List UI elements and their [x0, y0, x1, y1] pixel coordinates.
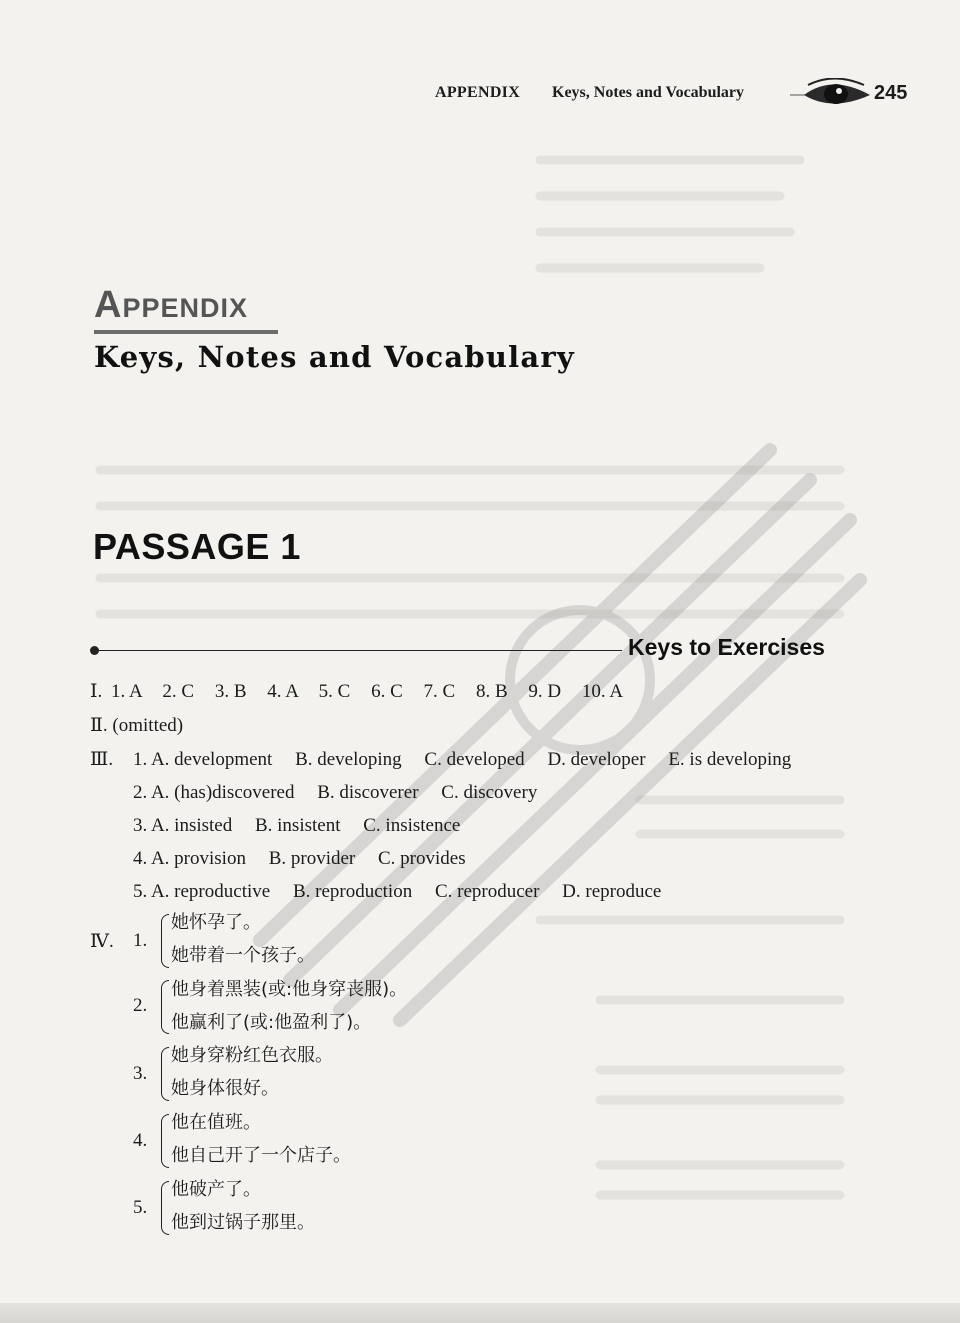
translation-line: 她身穿粉红色衣服。 [171, 1045, 333, 1066]
brace [161, 1047, 169, 1101]
passage-title: PASSAGE 1 [93, 526, 301, 567]
answer: 10. A [581, 681, 624, 702]
translation-line: 他破产了。 [171, 1179, 261, 1200]
answer-option: 5. A. reproductive [133, 881, 271, 902]
answer-option: D. developer [547, 749, 646, 770]
exercise-3-row [133, 880, 661, 904]
answer: 9. D [528, 681, 562, 702]
answer-option: 1. A. development [133, 749, 273, 770]
appendix-subtitle: Keys, Notes and Vocabulary [94, 340, 575, 374]
answer-option: B. developing [295, 749, 402, 770]
watermark-stamp [250, 420, 870, 1040]
answer-option: D. reproduce [562, 881, 662, 902]
answer-option: B. insistent [254, 815, 341, 836]
exercise-4-item-number: 1. [133, 930, 148, 951]
answer-option: B. discoverer [317, 782, 419, 803]
exercise-4-item-number: 4. [133, 1130, 148, 1151]
answer-option: C. reproducer [434, 881, 540, 902]
answer: 5. C [318, 681, 351, 702]
translation-line: 她身体很好。 [171, 1078, 279, 1099]
answer-option: 4. A. provision [133, 848, 246, 869]
answer-option: B. reproduction [292, 881, 413, 902]
translation-line: 她怀孕了。 [171, 912, 261, 933]
translation-line: 她带着一个孩子。 [171, 945, 315, 966]
eye-icon [790, 78, 872, 112]
page-bottom-edge [0, 1303, 960, 1323]
translation-line: 他到过锅子那里。 [171, 1212, 315, 1233]
exercise-3-row [133, 847, 466, 871]
page-number: 245 [874, 82, 908, 104]
answer-option: C. insistence [363, 815, 461, 836]
keys-heading: Keys to Exercises [628, 634, 825, 660]
exercise-1-line [90, 680, 623, 704]
answer: 7. C [423, 681, 456, 702]
brace [161, 914, 169, 968]
brace [161, 1181, 169, 1235]
answer-option: C. developed [424, 749, 525, 770]
answer-option: C. discovery [441, 782, 538, 803]
brace [161, 980, 169, 1034]
translation-line: 他身着黑装(或:他身穿丧服)。 [171, 979, 408, 1000]
exercise-4-numeral: Ⅳ. [90, 931, 114, 952]
translation-line: 他自己开了一个店子。 [171, 1145, 351, 1166]
keys-rule [96, 650, 622, 651]
exercise-1-numeral: Ⅰ. [90, 681, 103, 702]
translation-line: 他在值班。 [171, 1112, 261, 1133]
running-header-section: APPENDIX [435, 84, 521, 101]
answer: 8. B [475, 681, 508, 702]
exercise-3-row [133, 748, 791, 772]
exercise-2-text: (omitted) [112, 715, 184, 736]
brace [161, 1114, 169, 1168]
running-header-title: Keys, Notes and Vocabulary [552, 84, 745, 101]
answer-option: 2. A. (has)discovered [133, 782, 295, 803]
exercise-3-row [133, 781, 537, 805]
appendix-title-rule [94, 330, 278, 334]
appendix-title: Appendix [94, 284, 248, 326]
translation-line: 他赢利了(或:他盈利了)。 [171, 1012, 372, 1033]
exercise-4-item-number: 2. [133, 995, 148, 1016]
exercise-4-item-number: 5. [133, 1197, 148, 1218]
answer: 3. B [214, 681, 247, 702]
answer: 6. C [371, 681, 403, 702]
exercise-3-row [133, 814, 460, 838]
running-header [0, 78, 960, 118]
answer-option: C. provides [378, 848, 466, 869]
answer: 2. C [162, 681, 195, 702]
exercise-2-line [90, 714, 183, 738]
exercise-3-numeral: Ⅲ. [90, 749, 114, 770]
exercise-2-numeral: Ⅱ. [90, 715, 108, 736]
answer-option: 3. A. insisted [133, 815, 233, 836]
answer-option: E. is developing [668, 749, 792, 770]
answer-option: B. provider [268, 848, 356, 869]
answer: 1. A [111, 681, 142, 702]
exercise-4-item-number: 3. [133, 1063, 148, 1084]
answer: 4. A [267, 681, 298, 702]
